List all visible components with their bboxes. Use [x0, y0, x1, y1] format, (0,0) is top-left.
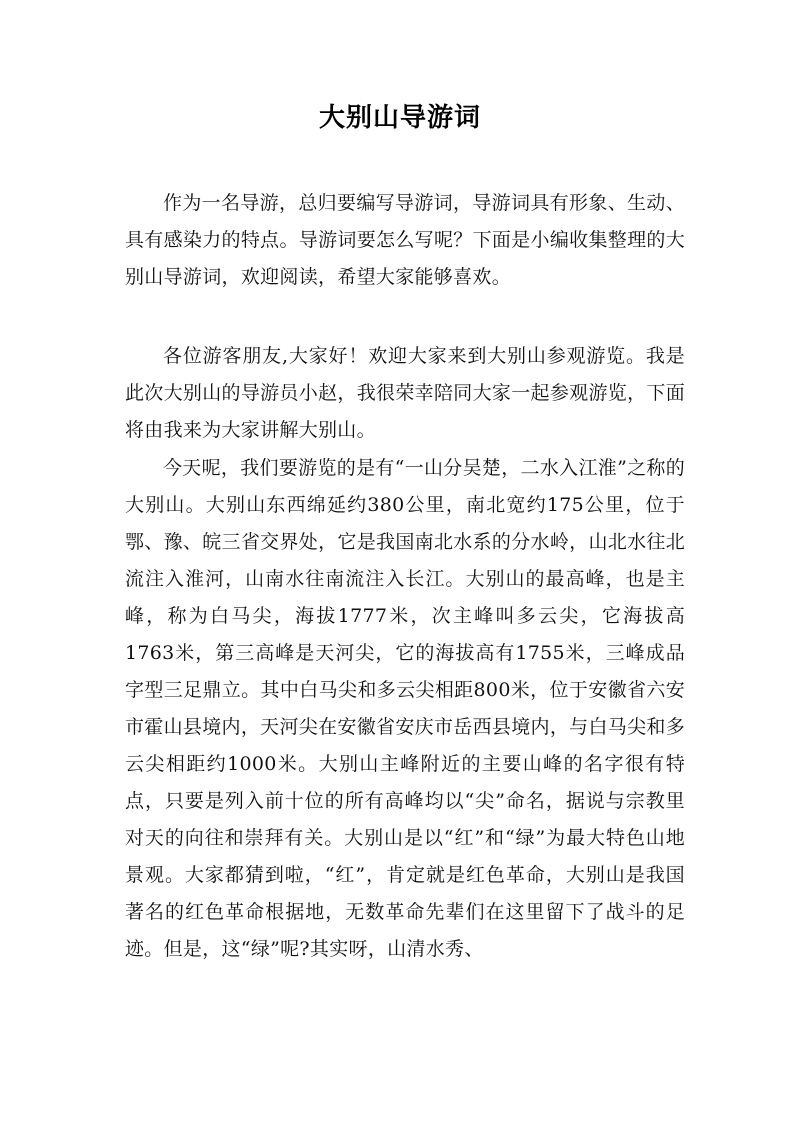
document-title: 大别山导游词 [318, 103, 481, 133]
body-paragraph: 今天呢，我们要游览的是有“一山分吴楚，二水入江淮”之称的大别山。大别山东西绵延约380公里，南北宽约175公里，位于鄂、豫、皖三省交界处，它是我国南北水系的分水岭，山北水往北流注入淮河，山南水往南流注入长江。大别山的最高峰，也是主峰，称为白马尖，海拔1777米，次主峰叫多云尖，它海拔高1763米，第三高峰是天河尖，它的海拔高有1755米，三峰成品字型三足鼎立。其中白马尖和多云尖相距800米，位于安徽省六安市霍山县境内，天河尖在安徽省安庆市岳西县境内，与白马尖和多云尖相距约1000米。大别山主峰附近的主要山峰的名字很有特点，只要是列入前十位的所有高峰均以“尖”命名，据说与宗教里对天的向往和崇拜有关。大别山是以“红”和“绿”为最大特色山地景观。大家都猜到啦，“红”，肯定就是红色革命，大别山是我国著名的红色革命根据地，无数革命先辈们在这里留下了战斗的足迹。但是，这“绿”呢?其实呀，山清水秀、 [125, 457, 685, 960]
intro-paragraph: 作为一名导游，总归要编写导游词，导游词具有形象、生动、具有感染力的特点。导游词要怎么写呢？下面是小编收集整理的大别山导游词，欢迎阅读，希望大家能够喜欢。 [125, 192, 685, 288]
greeting-paragraph: 各位游客朋友,大家好！欢迎大家来到大别山参观游览。我是此次大别山的导游员小赵，我很荣幸陪同大家一起参观游览，下面将由我来为大家讲解大别山。 [125, 345, 685, 441]
